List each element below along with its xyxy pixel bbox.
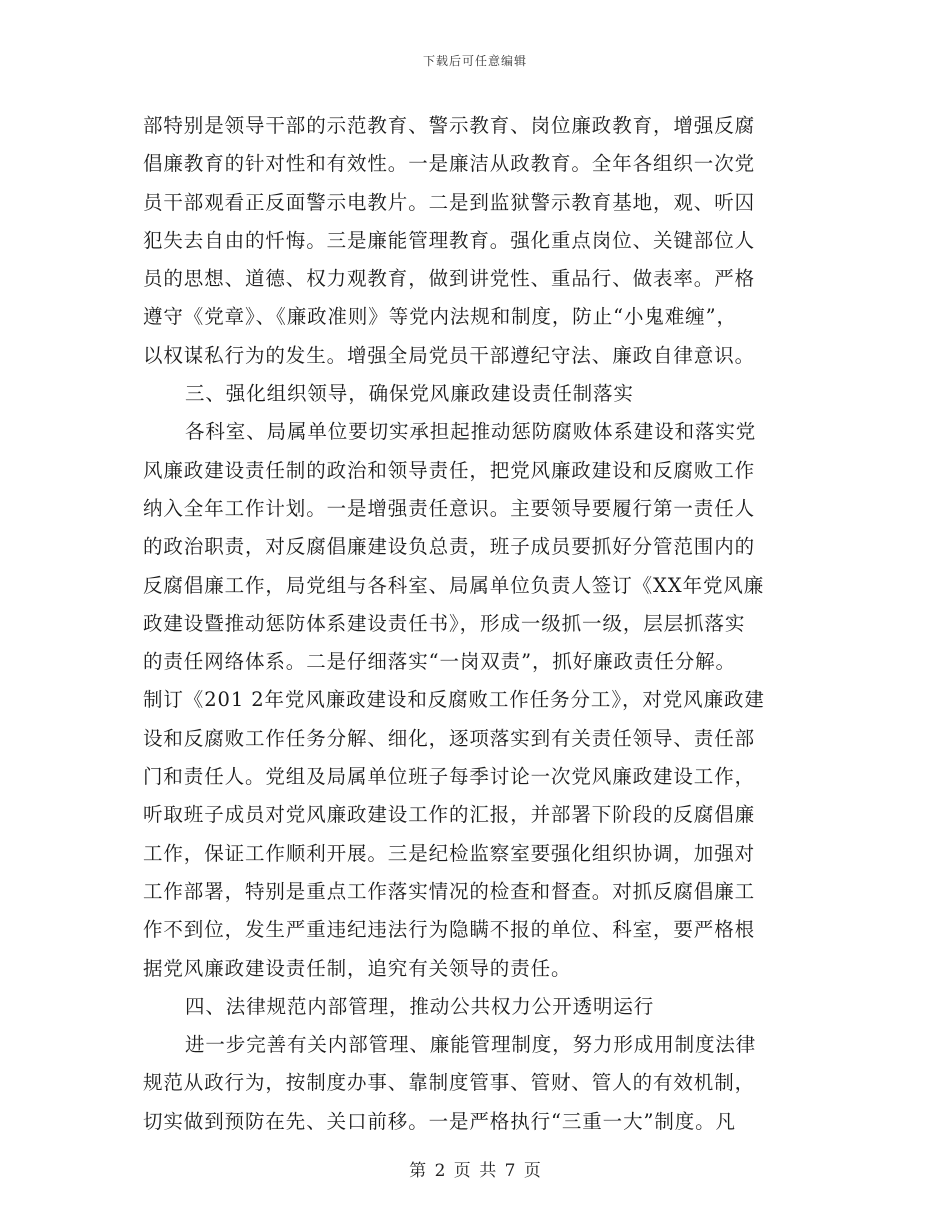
page-header: 下载后可任意编辑 [422, 54, 527, 68]
body-line: 风廉政建设责任制的政治和领导责任，把党风廉政建设和反腐败工作 [143, 458, 756, 482]
body-line: 制订《201 2年党风廉政建设和反腐败工作任务分工》，对党风廉政建 [143, 688, 765, 712]
body-line: 部特别是领导干部的示范教育、警示教育、岗位廉政教育，增强反腐 [143, 114, 756, 137]
body-line: 据党风廉政建设责任制，追究有关领导的责任。 [143, 956, 572, 980]
body-line: 员干部观看正反面警示电教片。二是到监狱警示教育基地，观、听囚 [143, 190, 756, 214]
page-footer: 第 2 页 共 7 页 [409, 1161, 541, 1181]
body-line: 员的思想、道德、权力观教育，做到讲党性、重品行、做表率。严格 [143, 267, 756, 291]
paragraph-start: 进一步完善有关内部管理、廉能管理制度，努力形成用制度法律 [185, 1033, 757, 1057]
body-line: 工作，保证工作顺利开展。三是纪检监察室要强化组织协调，加强对 [143, 841, 756, 865]
body-line: 作不到位，发生严重违纪违法行为隐瞒不报的单位、科室，要严格根 [143, 918, 756, 942]
body-line: 听取班子成员对党风廉政建设工作的汇报，并部署下阶段的反腐倡廉 [143, 803, 756, 827]
body-line: 犯失去自由的忏悔。三是廉能管理教育。强化重点岗位、关键部位人 [143, 228, 756, 252]
body-line: 政建设暨推动惩防体系建设责任书》，形成一级抓一级，层层抓落实 [143, 611, 746, 635]
body-line: 规范从政行为，按制度办事、靠制度管事、管财、管人的有效机制， [143, 1071, 756, 1095]
body-line: 倡廉教育的针对性和有效性。一是廉洁从政教育。全年各组织一次党 [143, 152, 756, 176]
body-line: 遵守《党章》、《廉政准则》等党内法规和制度，防止“小鬼难缠”， [143, 305, 737, 329]
body-line: 的政治职责，对反腐倡廉建设负总责，班子成员要抓好分管范围内的 [143, 535, 756, 559]
section-heading: 三、强化组织领导，确保党风廉政建设责任制落实 [185, 382, 634, 406]
body-line: 纳入全年工作计划。一是增强责任意识。主要领导要履行第一责任人 [143, 496, 756, 520]
section-heading: 四、法律规范内部管理，推动公共权力公开透明运行 [185, 994, 655, 1018]
document-body [143, 107, 815, 1141]
body-line: 反腐倡廉工作，局党组与各科室、局属单位负责人签订《XX年党风廉 [143, 573, 765, 597]
body-line: 的责任网络体系。二是仔细落实“一岗双责”，抓好廉政责任分解。 [143, 650, 736, 674]
body-line: 以权谋私行为的发生。增强全局党员干部遵纪守法、廉政自律意识。 [143, 343, 756, 367]
body-line: 切实做到预防在先、关口前移。一是严格执行“三重一大”制度。凡 [143, 1109, 736, 1133]
body-line: 门和责任人。党组及局属单位班子每季讨论一次党风廉政建设工作， [143, 765, 756, 789]
paragraph-start: 各科室、局属单位要切实承担起推动惩防腐败体系建设和落实党 [185, 420, 757, 444]
body-line: 设和反腐败工作任务分解、细化，逐项落实到有关责任领导、责任部 [143, 726, 756, 750]
body-line: 工作部署，特别是重点工作落实情况的检查和督查。对抓反腐倡廉工 [143, 879, 756, 903]
